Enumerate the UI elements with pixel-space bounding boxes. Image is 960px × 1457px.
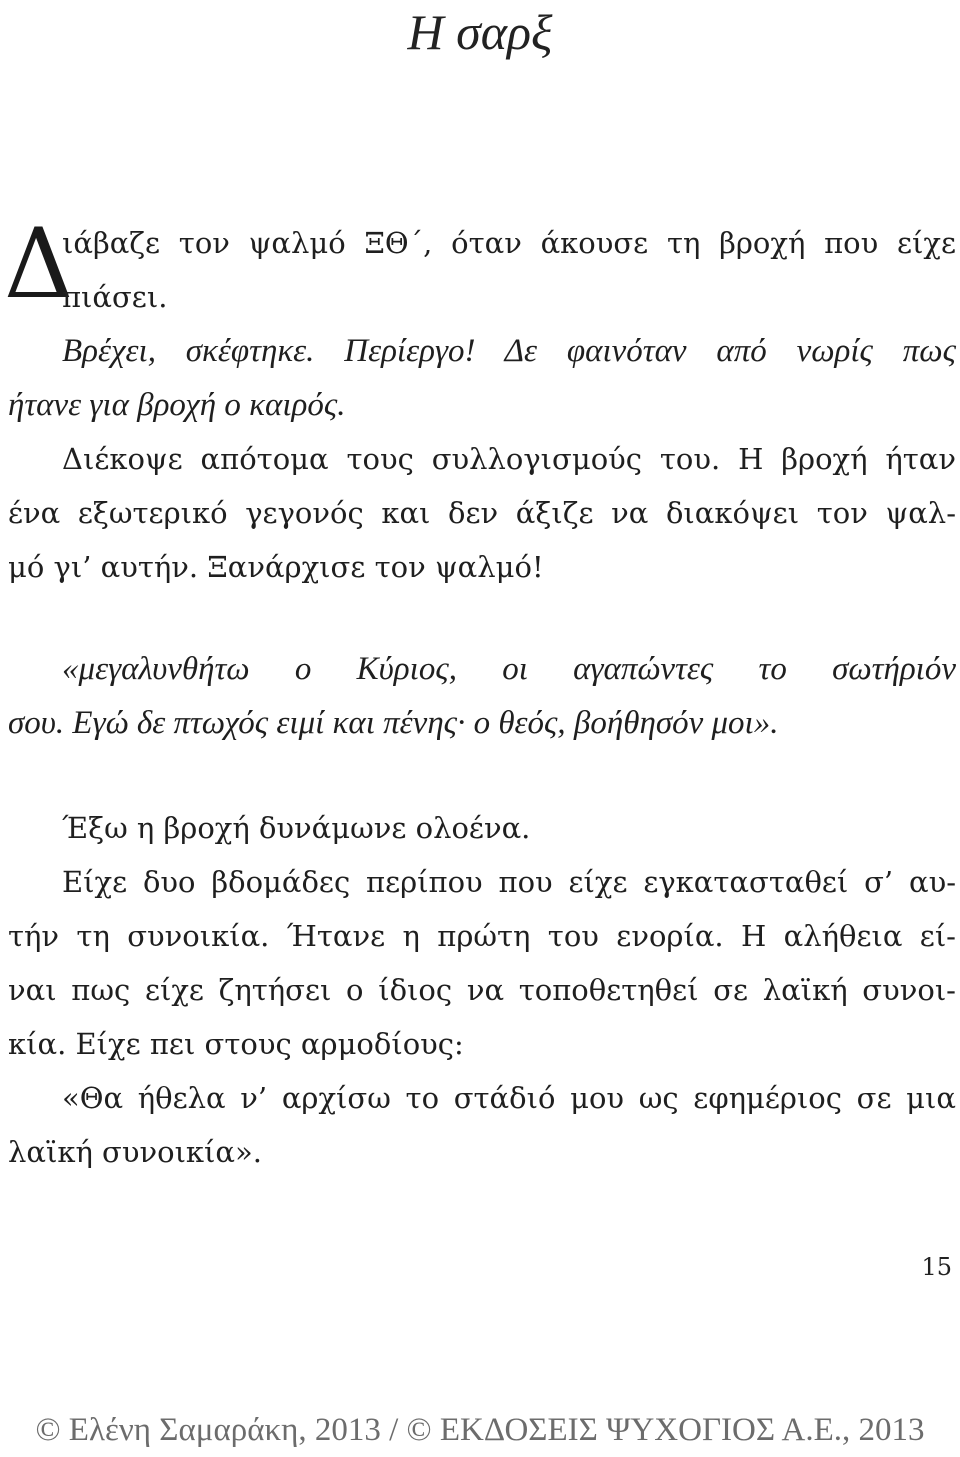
body-line: λαϊκή συνοικία». (8, 1135, 262, 1169)
chapter-title: Η σαρξ (407, 4, 553, 60)
copyright-footer: © Ελένη Σαμαράκη, 2013 / © ΕΚΔΟΣΕΙΣ ΨΥΧΟΓΙΟΣ Α.Ε., 2013 (35, 1412, 925, 1448)
body-line: κία. Είχε πει στους αρμοδίους: (8, 1027, 464, 1061)
body-line: πιάσει. (62, 280, 168, 314)
body-line: τήν τη συνοικία. Ήτανε η πρώτη του ενορία. Η αλήθεια εί- (8, 919, 956, 953)
body-line: Έξω η βροχή δυνάμωνε ολοένα. (62, 811, 531, 845)
body-line: μό γι’ αυτήν. Ξανάρχισε τον ψαλμό! (8, 550, 544, 584)
psalm-quote-line: σου. Εγώ δε πτωχός ειμί και πένης· ο θεός, βοήθησόν μοι». (8, 705, 779, 741)
drop-cap: Δ (4, 208, 74, 320)
body-line: ναι πως είχε ζητήσει ο ίδιος να τοποθετηθεί σε λαϊκή συνοι- (8, 973, 956, 1007)
body-line: Βρέχει, σκέφτηκε. Περίεργο! Δε φαινόταν από νωρίς πως (62, 333, 956, 369)
page-number: 15 (921, 1253, 952, 1281)
body-line: ένα εξωτερικό γεγονός και δεν άξιζε να διακόψει τον ψαλ- (8, 496, 956, 530)
body-line: ήτανε για βροχή ο καιρός. (8, 387, 346, 423)
body-line: Διέκοψε απότομα τους συλλογισμούς του. Η βροχή ήταν (62, 442, 956, 476)
psalm-quote-line: «μεγαλυνθήτω ο Κύριος, οι αγαπώντες το σωτήριόν (62, 651, 956, 687)
body-line: ιάβαζε τον ψαλμό ΞΘ΄, όταν άκουσε τη βροχή που είχε (62, 226, 956, 260)
body-line: «Θα ήθελα ν’ αρχίσω το στάδιό μου ως εφημέριος σε μια (62, 1081, 956, 1115)
body-line: Είχε δυο βδομάδες περίπου που είχε εγκατασταθεί σ’ αυ- (62, 865, 956, 899)
